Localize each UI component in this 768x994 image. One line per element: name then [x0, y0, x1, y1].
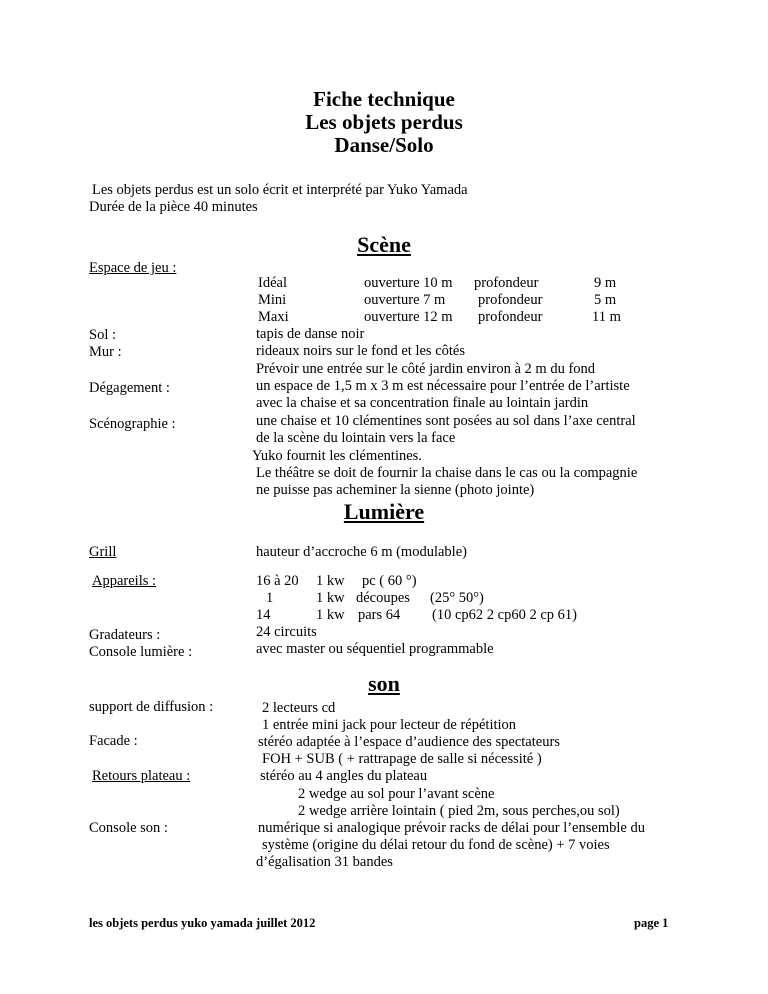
label-scenographie: Scénographie :	[89, 416, 176, 432]
label-gradateurs: Gradateurs :	[89, 627, 161, 643]
son-line: d’égalisation 31 bandes	[256, 854, 393, 870]
scene-line: Le théâtre se doit de fournir la chaise dans le cas ou la compagnie	[256, 465, 638, 481]
dim-profondeur-maxi: profondeur	[478, 309, 543, 325]
section-heading-lumiere: Lumière	[343, 499, 425, 524]
son-line: stéréo adaptée à l’espace d’audience des spectateurs	[258, 734, 560, 750]
dim-ouverture-maxi: ouverture 12 m	[364, 309, 453, 325]
son-line: 1 entrée mini jack pour lecteur de répétition	[262, 717, 517, 733]
gradateurs-value: 24 circuits	[256, 624, 317, 640]
son-line: stéréo au 4 angles du plateau	[260, 768, 428, 784]
section-heading-son: son	[368, 671, 400, 696]
son-line: système (origine du délai retour du fond de scène) + 7 voies	[262, 837, 610, 853]
son-line: 2 lecteurs cd	[262, 700, 336, 716]
appareil-power: 1 kw	[316, 607, 345, 623]
dim-profondeur-ideal: profondeur	[474, 275, 539, 291]
doc-title-line-3: Danse/Solo	[334, 133, 434, 157]
label-appareils: Appareils :	[92, 573, 157, 589]
dim-value-maxi: 11 m	[592, 309, 621, 325]
dim-ouverture-ideal: ouverture 10 m	[364, 275, 453, 291]
scene-line: Prévoir une entrée sur le côté jardin environ à 2 m du fond	[256, 361, 596, 377]
console-lumiere-value: avec master ou séquentiel programmable	[256, 641, 494, 657]
label-facade: Facade :	[89, 733, 138, 749]
footer-page-number: page 1	[634, 916, 669, 930]
label-grill: Grill	[89, 544, 117, 560]
dim-name-ideal: Idéal	[258, 275, 287, 291]
scene-line: tapis de danse noir	[256, 326, 365, 342]
scene-line: un espace de 1,5 m x 3 m est nécessaire pour l’entrée de l’artiste	[256, 378, 630, 394]
appareil-power: 1 kw	[316, 573, 345, 589]
scene-line: avec la chaise et sa concentration finale au lointain jardin	[256, 395, 589, 411]
label-espace-de-jeu: Espace de jeu :	[89, 260, 177, 276]
scene-line: ne puisse pas acheminer la sienne (photo jointe)	[256, 482, 535, 498]
label-degagement: Dégagement :	[89, 380, 170, 396]
dim-name-mini: Mini	[258, 292, 287, 308]
scene-line: de la scène du lointain vers la face	[256, 430, 456, 446]
grill-value: hauteur d’accroche 6 m (modulable)	[256, 544, 467, 560]
label-console-lumiere: Console lumière :	[89, 644, 193, 660]
footer-left: les objets perdus yuko yamada juillet 2012	[89, 916, 316, 930]
label-support-de-diffusion: support de diffusion :	[89, 699, 214, 715]
scene-line: rideaux noirs sur le fond et les côtés	[256, 343, 465, 359]
dim-value-ideal: 9 m	[594, 275, 617, 291]
appareil-detail: (10 cp62 2 cp60 2 cp 61)	[432, 607, 577, 623]
dim-name-maxi: Maxi	[258, 309, 289, 325]
appareil-detail: (25° 50°)	[430, 590, 484, 606]
appareil-type: découpes	[356, 590, 410, 606]
appareil-type: pc ( 60 °)	[362, 573, 417, 589]
appareil-type: pars 64	[358, 607, 401, 623]
scene-line: une chaise et 10 clémentines sont posées au sol dans l’axe central	[256, 413, 636, 429]
appareil-qty: 14	[256, 607, 271, 623]
son-line: numérique si analogique prévoir racks de délai pour l’ensemble du	[258, 820, 645, 836]
dim-value-mini: 5 m	[594, 292, 617, 308]
intro-line-2: Durée de la pièce 40 minutes	[89, 199, 258, 215]
label-retours-plateau: Retours plateau :	[92, 768, 191, 784]
dim-profondeur-mini: profondeur	[478, 292, 543, 308]
label-mur: Mur :	[89, 344, 122, 360]
son-line: 2 wedge arrière lointain ( pied 2m, sous perches,ou sol)	[298, 803, 620, 819]
label-sol: Sol :	[89, 327, 116, 343]
son-line: FOH + SUB ( + rattrapage de salle si nécessité )	[262, 751, 542, 767]
section-heading-scene: Scène	[357, 232, 411, 257]
doc-title-line-2: Les objets perdus	[305, 110, 463, 134]
appareil-power: 1 kw	[316, 590, 345, 606]
son-line: 2 wedge au sol pour l’avant scène	[298, 786, 495, 802]
appareil-qty: 16 à 20	[256, 573, 299, 589]
appareil-qty: 1	[266, 590, 274, 606]
scene-line: Yuko fournit les clémentines.	[252, 448, 422, 464]
label-console-son: Console son :	[89, 820, 168, 836]
intro-line-1: Les objets perdus est un solo écrit et interprété par Yuko Yamada	[92, 182, 468, 198]
dim-ouverture-mini: ouverture 7 m	[364, 292, 446, 308]
doc-title-line-1: Fiche technique	[313, 87, 455, 111]
